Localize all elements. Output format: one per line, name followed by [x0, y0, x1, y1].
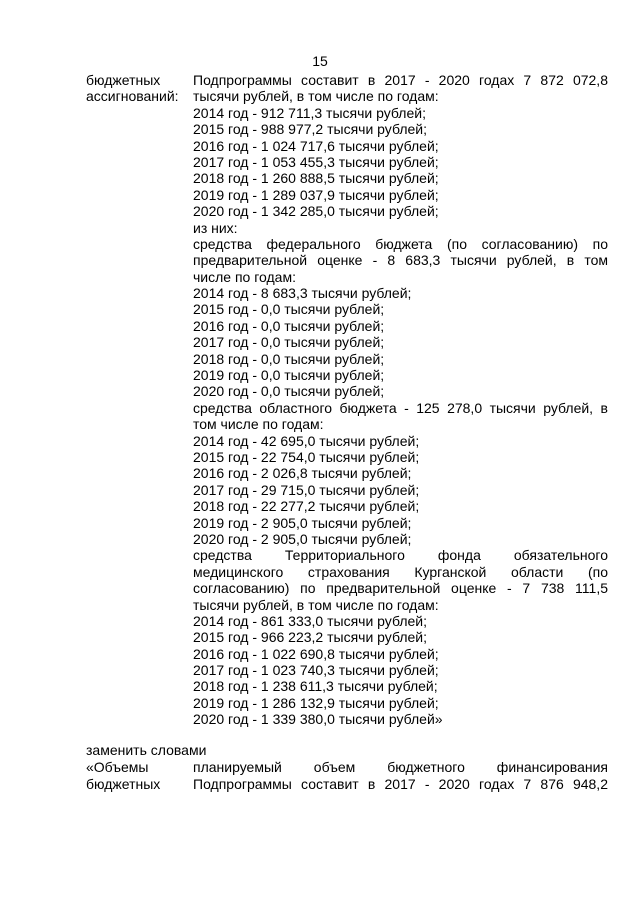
paragraph-line: 2020 год - 1 339 380,0 тысячи рублей»: [193, 711, 443, 728]
paragraph-line: 2014 год - 861 333,0 тысячи рублей;: [193, 612, 427, 629]
new-text-left: «Объемы: [86, 759, 149, 776]
paragraph-line: 2019 год - 2 905,0 тысячи рублей;: [193, 514, 412, 531]
new-text-row: [86, 776, 608, 792]
paragraph-line: 2017 год - 0,0 тысячи рублей;: [193, 334, 385, 351]
paragraph-line: медицинского страхования Курганской области (по: [193, 563, 608, 580]
paragraph-line: 2019 год - 1 289 037,9 тысячи рублей;: [193, 186, 439, 203]
new-text-right: планируемый объем бюджетного финансирования: [193, 759, 608, 776]
new-text-right: Подпрограммы составит в 2017 - 2020 годах 7 876 948,2: [193, 775, 608, 792]
paragraph-line: том числе по годам:: [193, 416, 324, 433]
replacement-section: [86, 742, 608, 792]
paragraph-line: 2017 год - 1 053 455,3 тысячи рублей;: [193, 153, 439, 170]
paragraph-line: 2018 год - 1 238 611,3 тысячи рублей;: [193, 678, 438, 695]
paragraph-line: 2016 год - 1 022 690,8 тысячи рублей;: [193, 645, 439, 662]
paragraph-line: 2014 год - 8 683,3 тысячи рублей;: [193, 285, 412, 302]
paragraph-line: 2014 год - 42 695,0 тысячи рублей;: [193, 432, 420, 449]
paragraph-line: тысячи рублей, в том числе по годам:: [193, 88, 439, 105]
replace-phrase: заменить словами: [86, 742, 207, 758]
funding-paragraph: [193, 72, 608, 728]
paragraph-line: 2018 год - 0,0 тысячи рублей;: [193, 350, 385, 367]
paragraph-line: 2020 год - 1 342 285,0 тысячи рублей;: [193, 203, 439, 220]
paragraph-line: числе по годам:: [193, 268, 296, 285]
paragraph-line: согласованию) по предварительной оценке - 7 738 111,5: [193, 580, 608, 597]
paragraph-line: средства областного бюджета - 125 278,0 тысячи рублей, в: [193, 399, 608, 416]
replace-phrase-row: [86, 742, 608, 758]
left-label-line: бюджетных: [86, 72, 161, 88]
paragraph-line: 2015 год - 22 754,0 тысячи рублей;: [193, 448, 420, 465]
paragraph-line: 2018 год - 1 260 888,5 тысячи рублей;: [193, 170, 439, 187]
paragraph-line: 2016 год - 2 026,8 тысячи рублей;: [193, 465, 412, 482]
paragraph-line: Подпрограммы составит в 2017 - 2020 годах 7 872 072,8: [193, 72, 608, 88]
paragraph-line: 2019 год - 1 286 132,9 тысячи рублей;: [193, 694, 439, 711]
new-text-left: бюджетных: [86, 775, 161, 792]
paragraph-line: 2016 год - 0,0 тысячи рублей;: [193, 317, 385, 334]
left-label-column: [86, 72, 190, 105]
paragraph-line: 2018 год - 22 277,2 тысячи рублей;: [193, 498, 420, 515]
paragraph-line: 2014 год - 912 711,3 тысячи рублей;: [193, 104, 426, 121]
new-text-row: [86, 759, 608, 775]
paragraph-line: 2019 год - 0,0 тысячи рублей;: [193, 367, 385, 384]
paragraph-line: тысячи рублей, в том числе по годам:: [193, 596, 439, 613]
paragraph-line: 2015 год - 988 977,2 тысячи рублей;: [193, 121, 427, 138]
paragraph-line: средства Территориального фонда обязательного: [193, 547, 608, 564]
paragraph-line: 2020 год - 0,0 тысячи рублей;: [193, 383, 385, 400]
paragraph-line: 2015 год - 0,0 тысячи рублей;: [193, 301, 385, 318]
page-number: 15: [312, 53, 328, 69]
left-label-line: ассигнований:: [86, 88, 179, 105]
paragraph-line: 2017 год - 29 715,0 тысячи рублей;: [193, 481, 420, 498]
paragraph-line: предварительной оценке - 8 683,3 тысячи рублей, в том: [193, 252, 608, 269]
paragraph-line: 2017 год - 1 023 740,3 тысячи рублей;: [193, 662, 439, 679]
paragraph-line: 2020 год - 2 905,0 тысячи рублей;: [193, 530, 412, 547]
paragraph-line: 2016 год - 1 024 717,6 тысячи рублей;: [193, 137, 439, 154]
paragraph-line: из них:: [193, 219, 238, 236]
paragraph-line: 2015 год - 966 223,2 тысячи рублей;: [193, 629, 427, 646]
paragraph-line: средства федерального бюджета (по согласованию) по: [193, 235, 608, 252]
